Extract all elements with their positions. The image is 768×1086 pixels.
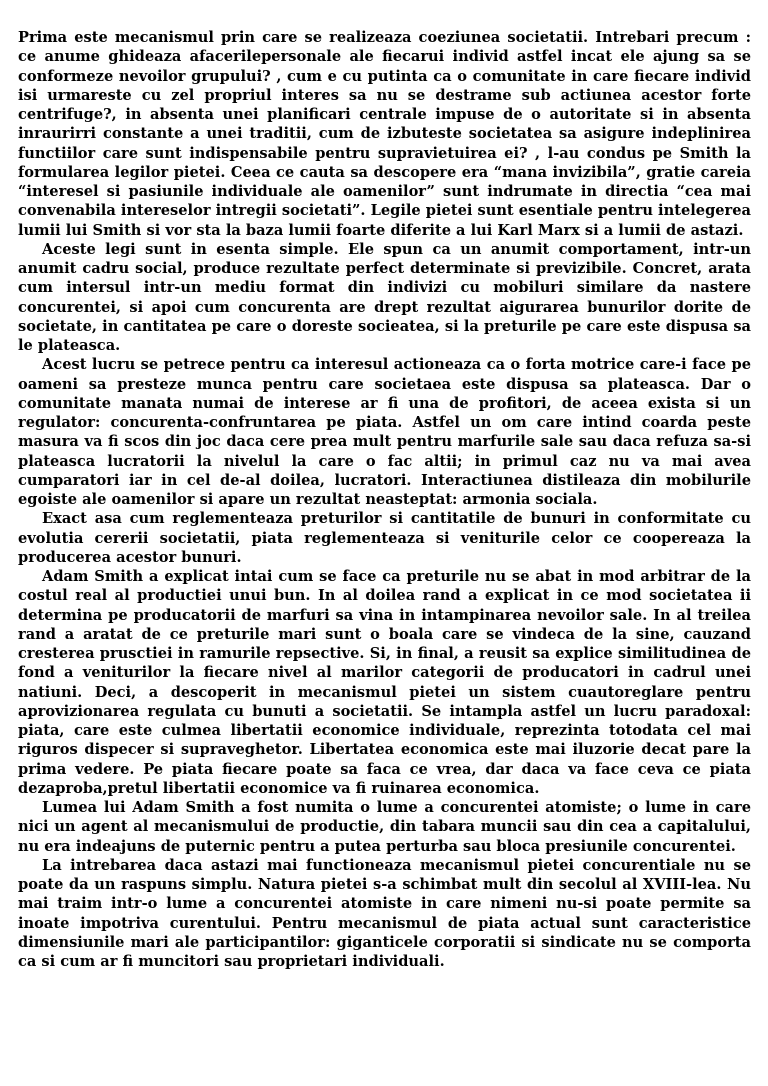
- paragraph-5: Adam Smith a explicat intai cum se face ca preturile nu se abat in mod arbitrar de la costul real al productiei unui bun. In al doilea rand a explicat in ce mod societatea ii determina pe producatorii de marfuri sa vina in intampinarea nevoilor sale. In al treilea rand a aratat de ce preturile mari sunt o boala care se vindeca de la sine, cauzand cresterea prusctiei in ramurile repsective. Si, in final, a reusit sa explice similitudinea de fond a veniturilor la fiecare nivel al marilor categorii de producatori in cadrul unei natiuni. Deci, a descoperit in mecanismul pietei un sistem cuautoreglare pentru aprovizionarea regulata cu bunuti a societatii. Se intampla astfel un lucru paradoxal: piata, care este culmea libertatii economice individuale, reprezinta totodata cel mai riguros dispecer si supraveghetor. Libertatea economica este mai iluzorie decat pare la prima vedere. Pe piata fiecare poate sa faca ce vrea, dar daca va face ceva ce piata dezaproba,pretul libertatii economice va fi ruinarea economica.: [18, 568, 751, 797]
- paragraph-6: Lumea lui Adam Smith a fost numita o lume a concurentei atomiste; o lume in care nici un agent al mecanismului de productie, din tabara muncii sau din cea a capitalului, nu era indeajuns de puternic pentru a putea perturba sau bloca presiunile concurentei.: [18, 799, 751, 855]
- document-page: [18, 28, 751, 971]
- paragraph-4: Exact asa cum reglementeaza preturilor si cantitatile de bunuri in conformitate cu evolutia cererii societatii, piata reglementeaza si veniturile celor ce coopereaza la producerea acestor bunuri.: [18, 510, 751, 566]
- paragraph-1: Prima este mecanismul prin care se realizeaza coeziunea societatii. Intrebari precum : ce anume ghideaza afacerilepersonale ale fiecarui individ astfel incat ele ajung sa se conformeze nevoilor grupului? , cum e cu putinta ca o comunitate in care fiecare individ isi urmareste cu zel propriul interes sa nu se destrame sub actiunea acestor forte centrifuge?, in absenta unei planificari centrale impuse de o autoritate si in absenta inraurirri constante a unei traditii, cum de izbuteste societatea sa asigure indeplinirea functiilor care sunt indispensabile pentru supravietuirea ei? , l-au condus pe Smith la formularea legilor pietei. Ceea ce cauta sa descopere era “mana invizibila”, gratie careia “interesel si pasiunile individuale ale oamenilor” sunt indrumate in directia “cea mai convenabila intereselor intregii societati”. Legile pietei sunt esentiale pentru intelegerea lumii lui Smith si vor sta la baza lumii foarte diferite a lui Karl Marx si a lumii de astazi.: [18, 29, 751, 239]
- paragraph-2: Aceste legi sunt in esenta simple. Ele spun ca un anumit comportament, intr-un anumit cadru social, produce rezultate perfect determinate si previzibile. Concret, arata cum intersul intr-un mediu format din indivizi cu mobiluri similare da nastere concurentei, si apoi cum concurenta are drept rezultat aigurarea bunurilor dorite de societate, in cantitatea pe care o doreste socieatea, si la preturile pe care este dispusa sa le plateasca.: [18, 240, 751, 354]
- paragraph-3: Acest lucru se petrece pentru ca interesul actioneaza ca o forta motrice care-i face pe oameni sa presteze munca pentru care societaea este dispusa sa plateasca. Dar o comunitate manata numai de interese ar fi una de profitori, de aceea exista si un regulator: concurenta-confruntarea pe piata. Astfel un om care intind coarda peste masura va fi scos din joc daca cere prea mult pentru marfurile sale sau daca refuza sa-si plateasca lucratorii la nivelul la care o fac altii; in primul caz nu va mai avea cumparatori iar in cel de-al doilea, lucratori. Interactiunea distileaza din mobilurile egoiste ale oamenilor si apare un rezultat neasteptat: armonia sociala.: [18, 356, 751, 508]
- paragraph-7: La intrebarea daca astazi mai functioneaza mecanismul pietei concurentiale nu se poate da un raspuns simplu. Natura pietei s-a schimbat mult din secolul al XVIII-lea. Nu mai traim intr-o lume a concurentei atomiste in care nimeni nu-si poate permite sa inoate impotriva curentului. Pentru mecanismul de piata actual sunt caracteristice dimensiunile mari ale participantilor: giganticele corporatii si sindicate nu se comporta ca si cum ar fi muncitori sau proprietari individuali.: [18, 856, 751, 970]
